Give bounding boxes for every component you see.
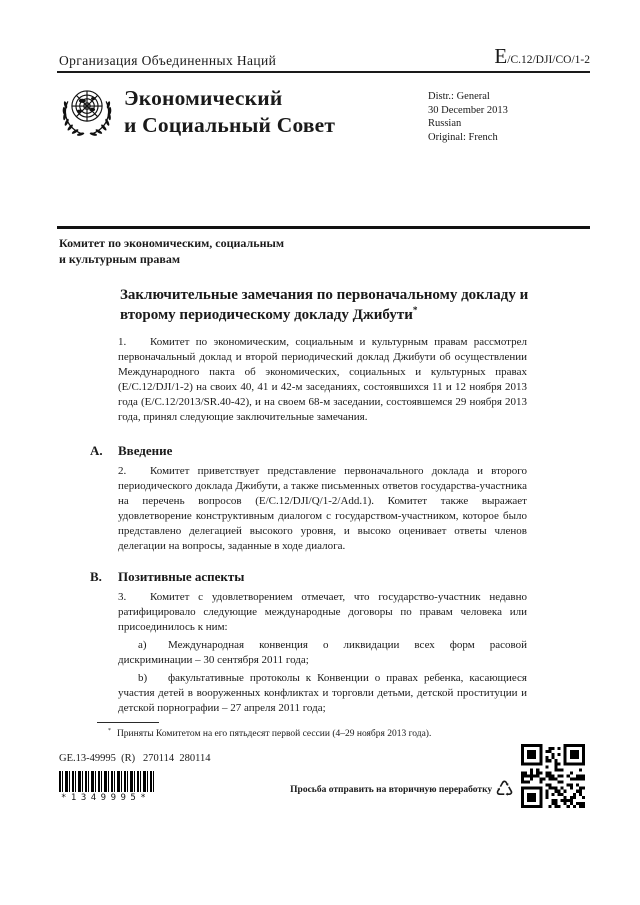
distr-original: Original: French: [428, 131, 498, 143]
recycle-note-text: Просьба отправить на вторичную переработку: [290, 784, 493, 795]
paragraph-3: [118, 590, 527, 635]
paragraph-1: [118, 335, 527, 425]
page-title: [120, 285, 534, 325]
council-title-line1: Экономический: [124, 86, 283, 110]
un-emblem-icon: [58, 84, 116, 142]
distr-line: Distr.: General: [428, 91, 490, 102]
list-item-b-text: факультативные протоколы к Конвенции о правах ребенка, касающиеся участия детей в вооруженных конфликтах и торговли детьми, детской проституции и детской порнографии – 27 апреля 2011 года;: [118, 672, 527, 714]
org-name: Организация Объединенных Наций: [59, 53, 277, 68]
council-title-line2: и Социальный Совет: [124, 113, 336, 137]
paragraph-2-text: Комитет приветствует представление первоначального доклада и второго периодического доклада Джибути, а также письменных ответов государства-участника на перечень вопросов (E/C.12/DJI/Q/1-2/Add.1). Комитет также выражает удовлетворение конструктивным диалогом с государством-участником, которое было представлено делегацией высокого уровня, и высоко оценивает ответы членов делегации на вопросы, заданные в ходе диалога.: [118, 465, 527, 552]
header-rule: [57, 71, 590, 73]
list-item-b: [118, 671, 527, 716]
paragraph-2: [118, 464, 527, 554]
distr-language: Russian: [428, 118, 462, 129]
doc-symbol-initial: E: [494, 44, 508, 68]
council-title: [124, 85, 335, 139]
section-b-title: Позитивные аспекты: [118, 569, 245, 584]
title-footnote-marker: *: [412, 306, 418, 316]
qr-code-icon: [521, 744, 585, 808]
barcode-icon: [59, 771, 155, 792]
section-b-label: B.: [90, 569, 102, 584]
list-item-a-label: a): [138, 639, 147, 651]
section-a-title: Введение: [118, 443, 173, 458]
barcode: [59, 771, 157, 803]
footnote-text: Приняты Комитетом на его пятьдесят первой сессии (4–29 ноября 2013 года).: [116, 729, 432, 739]
recycle-note: [290, 779, 514, 800]
paragraph-3-text: Комитет с удовлетворением отмечает, что государство-участник недавно ратифицировало следующие международные договоры по правам человека или присоединилось к ним:: [118, 591, 527, 633]
footnote-marker: *: [108, 727, 111, 734]
footnote: [108, 729, 538, 739]
paragraph-1-text: Комитет по экономическим, социальным и культурным правам рассмотрел первоначальный доклад и второй периодический доклад Джибути об осуществлении Международного пакта об экономических, социальных и культурных правах (E/C.12/DJI/1-2) на своих 40, 41 и 42-м заседаниях, состоявшихся 11 и 12 ноября 2013 года (E/C.12/2013/SR.40-42), и на своем 68-м заседании, состоявшемся 29 ноября 2013 года, принял следующие заключительные замечания.: [118, 336, 527, 423]
distribution-block: [428, 90, 508, 144]
doc-symbol: [494, 44, 590, 69]
paragraph-2-number: 2.: [118, 465, 127, 477]
barcode-text: *1349995*: [61, 793, 151, 803]
committee-heading: [59, 236, 284, 267]
section-heading-b: [90, 569, 244, 585]
footnote-rule: [97, 722, 159, 723]
list-item-b-label: b): [138, 672, 148, 684]
paragraph-3-number: 3.: [118, 591, 127, 603]
recycle-icon: ♺: [495, 777, 514, 801]
paragraph-1-number: 1.: [118, 336, 127, 348]
committee-line1: Комитет по экономическим, социальным: [59, 236, 285, 250]
masthead-rule: [57, 226, 590, 229]
section-a-label: A.: [90, 443, 103, 458]
distr-date: 30 December 2013: [428, 104, 508, 116]
list-item-a-text: Международная конвенция о ликвидации всех форм расовой дискриминации – 30 сентября 2011 года;: [118, 639, 527, 666]
doc-symbol-rest: /C.12/DJI/CO/1-2: [507, 54, 590, 66]
section-heading-a: [90, 443, 172, 459]
ge-number: GE.13-49995 (R) 270114 280114: [59, 753, 211, 764]
page-title-text: Заключительные замечания по первоначальному докладу и второму периодическому докладу Джибути: [120, 287, 529, 323]
committee-line2: и культурным правам: [59, 251, 181, 266]
list-item-a: [118, 638, 527, 668]
